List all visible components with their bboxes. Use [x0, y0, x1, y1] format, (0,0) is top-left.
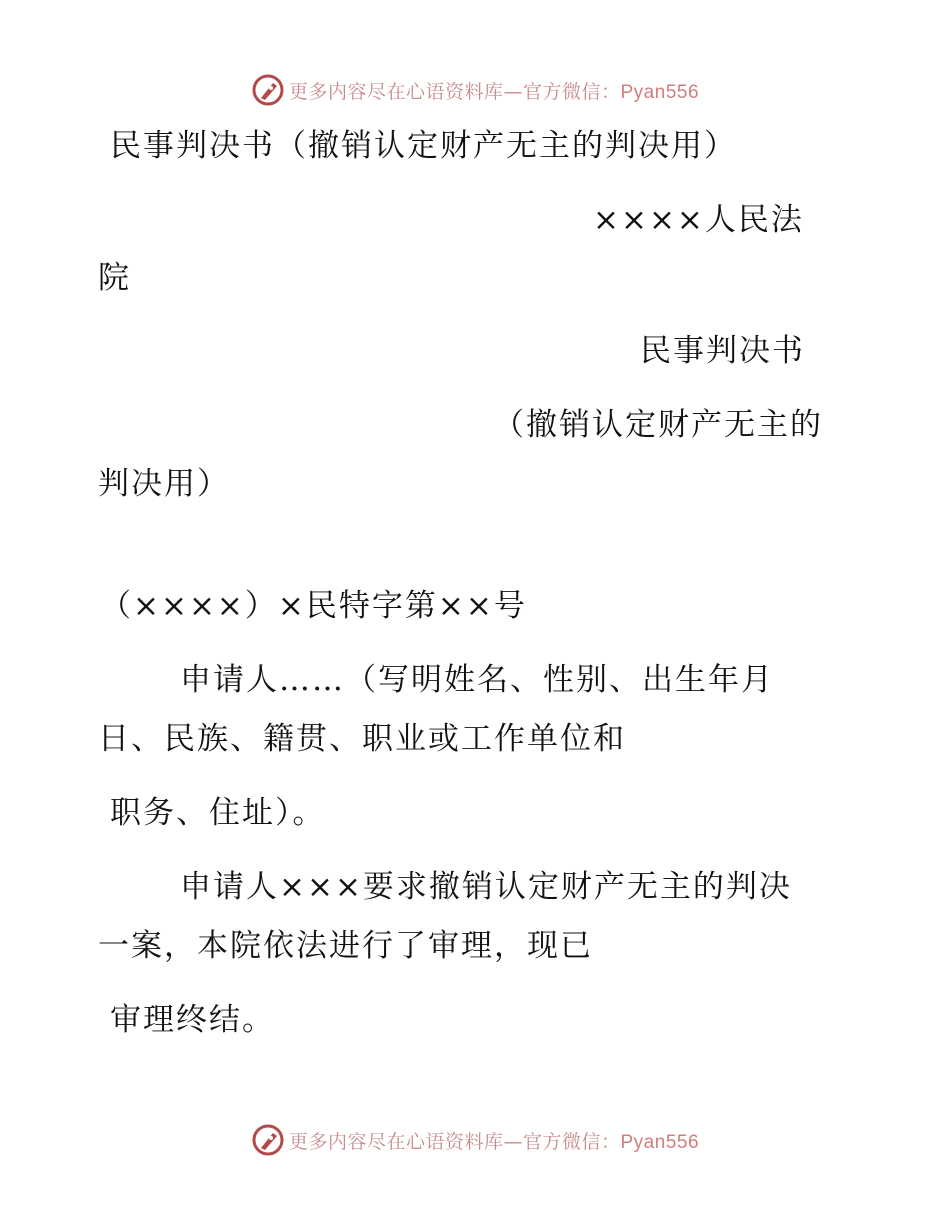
court-name-line-2: 院: [98, 260, 131, 296]
document-subtitle-line-1: （撤销认定财产无主的: [493, 407, 823, 443]
pen-nib-logo-icon: [251, 1123, 285, 1157]
case-number: （××××）×民特字第××号: [100, 588, 527, 624]
court-name-line-1: ××××人民法: [593, 202, 804, 238]
paragraph-1-line-1: 申请人……（写明姓名、性别、出生年月: [180, 662, 774, 698]
paragraph-1-line-2: 日、民族、籍贯、职业或工作单位和: [98, 721, 626, 757]
pen-nib-logo-icon: [251, 73, 285, 107]
watermark-text: 更多内容尽在心语资料库—官方微信：Pyan556: [288, 1130, 700, 1153]
document-subtitle-line-2: 判决用）: [98, 466, 230, 502]
watermark-banner-bottom: [0, 1120, 950, 1160]
document-heading: 民事判决书（撤销认定财产无主的判决用）: [110, 128, 737, 164]
watermark-banner-top: [0, 70, 950, 110]
paragraph-2-line-1: 申请人×××要求撤销认定财产无主的判决: [180, 869, 792, 905]
document-title: 民事判决书: [640, 333, 805, 369]
paragraph-2-line-2: 一案，本院依法进行了审理，现已: [98, 928, 593, 964]
paragraph-2-line-3: 审理终结。: [110, 1002, 275, 1038]
paragraph-1-line-3: 职务、住址）。: [110, 795, 326, 831]
watermark-text: 更多内容尽在心语资料库—官方微信：Pyan556: [288, 80, 700, 103]
